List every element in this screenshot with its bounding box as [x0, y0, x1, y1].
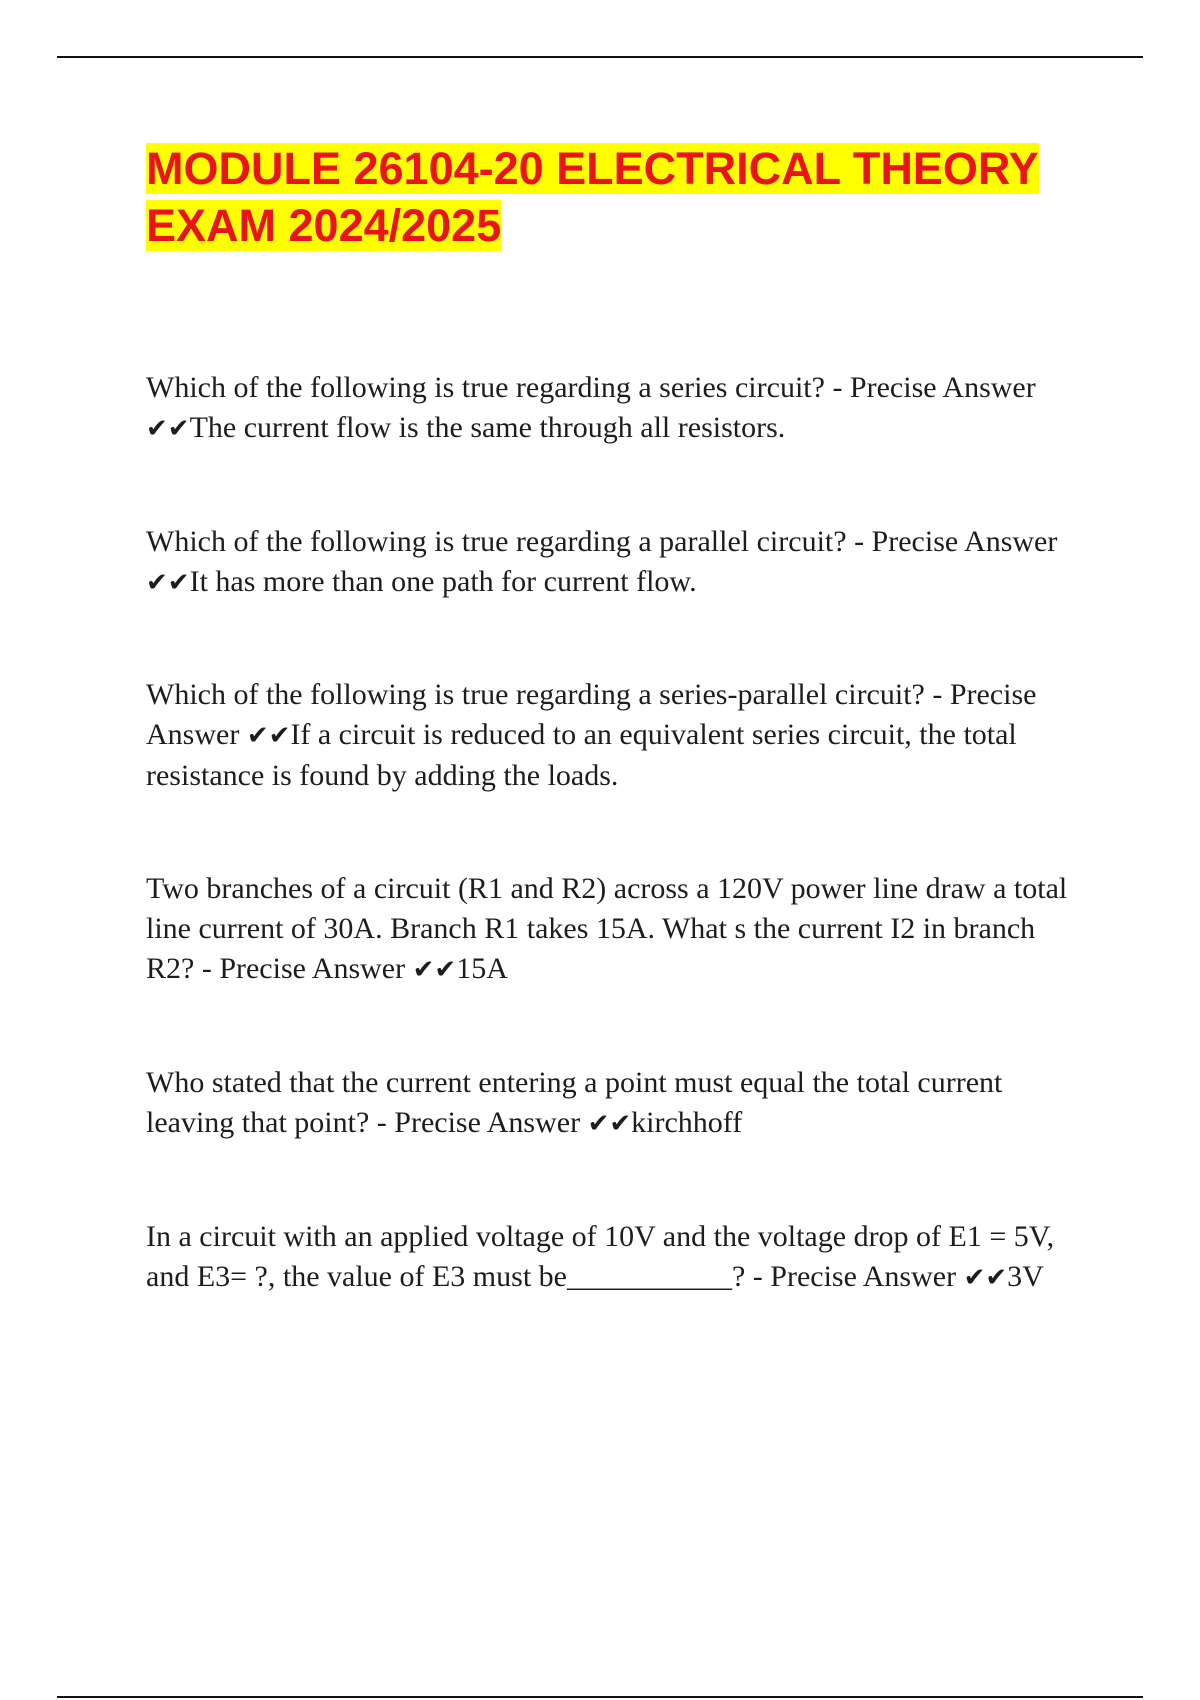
answer-text: It has more than one path for current flow.: [189, 565, 697, 598]
qa-item: [146, 869, 1086, 990]
answer-separator: - Precise Answer: [201, 952, 406, 985]
question-text: Who stated that the current entering a point must equal the total current leaving that point?: [146, 1066, 1003, 1139]
question-text: Two branches of a circuit (R1 and R2) across a 120V power line draw a total line current of 30A. Branch R1 takes 15A. What s the current I2 in branch R2?: [146, 872, 1068, 985]
answer-text: 15A: [456, 952, 508, 985]
answer-text: The current flow is the same through all resistors.: [189, 411, 786, 444]
answer-text: If a circuit is reduced to an equivalent series circuit, the total resistance is found by adding the loads.: [146, 718, 1017, 792]
qa-item: [146, 675, 1086, 796]
double-check-icon: ✔✔: [963, 1263, 1008, 1293]
document-title: [146, 140, 1046, 254]
answer-text: kirchhoff: [631, 1106, 743, 1139]
answer-separator: - Precise Answer: [376, 1106, 581, 1139]
answer-text: 3V: [1007, 1260, 1044, 1293]
top-rule: [57, 56, 1143, 58]
answer-separator: - Precise Answer: [146, 678, 1037, 751]
double-check-icon: ✔✔: [146, 414, 190, 444]
question-text: Which of the following is true regarding a series circuit?: [146, 371, 825, 404]
double-check-icon: ✔✔: [246, 721, 291, 751]
question-text: In a circuit with an applied voltage of 10V and the voltage drop of E1 = 5V, and E3= ?, the value of E3 must be___________?: [146, 1220, 1055, 1293]
qa-item: [146, 522, 1086, 603]
double-check-icon: ✔✔: [587, 1109, 632, 1139]
bottom-rule: [57, 1696, 1143, 1698]
answer-separator: - Precise Answer: [752, 1260, 957, 1293]
question-text: Which of the following is true regarding a series-parallel circuit?: [146, 678, 925, 711]
answer-separator: - Precise Answer: [854, 525, 1058, 558]
double-check-icon: ✔✔: [412, 955, 457, 985]
qa-item: [146, 368, 1086, 449]
question-text: Which of the following is true regarding a parallel circuit?: [146, 525, 847, 558]
double-check-icon: ✔✔: [146, 568, 190, 598]
answer-separator: - Precise Answer: [832, 371, 1036, 404]
qa-item: [146, 1063, 1086, 1144]
title-highlight: MODULE 26104-20 ELECTRICAL THEORY EXAM 2024/2025: [146, 143, 1039, 251]
qa-item: [146, 1217, 1086, 1298]
